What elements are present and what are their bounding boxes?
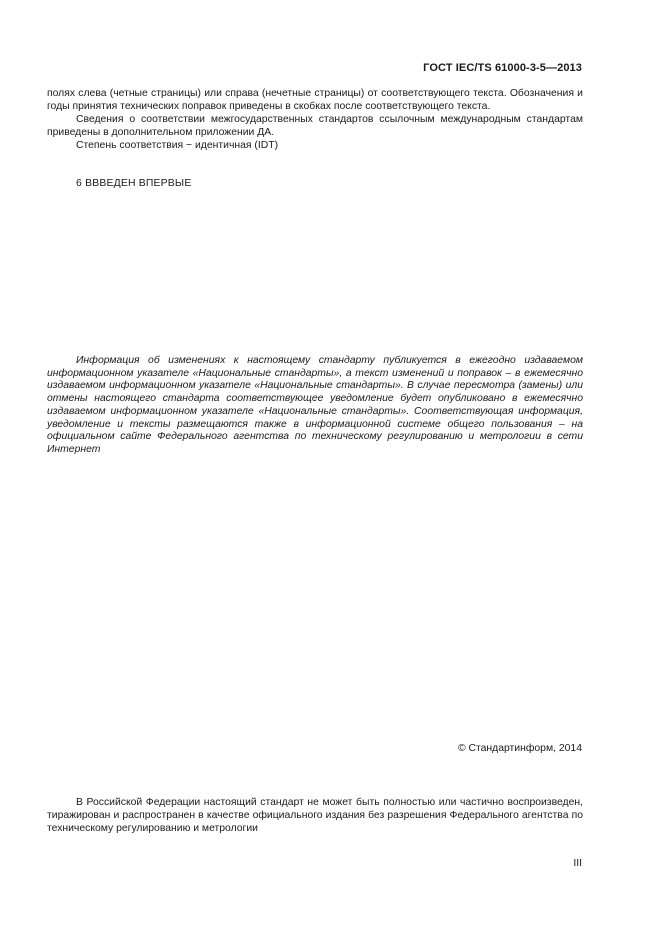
- changes-info-paragraph: Информация об изменениях к настоящему стандарту публикуется в ежегодно издаваемом информационном указателе «Национальные стандарты», а текст изменений и поправок – в ежемесячно издаваемом информационном указателе «Национальные стандарты». В случае пересмотра (замены) или отмены настоящего стандарта соответствующее уведомление будет опубликовано в ежемесячно издаваемом информационном указателе «Национальные стандарты». Соответствующая информация, уведомление и тексты размещаются также в информационной системе общего пользования – на официальном сайте Федерального агентства по техническому регулированию и метрологии в сети Интернет: [47, 355, 583, 455]
- preface-continuation-paragraph: полях слева (четные страницы) или справа (нечетные страницы) от соответствующего текста. Обозначения и годы принятия технических поправок приведены в скобках после соответствующего текста.: [47, 88, 583, 112]
- page-number: III: [573, 858, 582, 869]
- changes-info-notice: [47, 355, 583, 457]
- preface-text: [47, 88, 583, 153]
- preface-reference-paragraph: Сведения о соответствии межгосударственных стандартов ссылочным международным стандартам приведены в дополнительном приложении ДА.: [47, 113, 583, 138]
- section-6-heading: 6 ВВВЕДЕН ВПЕРВЫЕ: [76, 178, 192, 189]
- preface-degree-paragraph: Степень соответствия − идентичная (IDT): [76, 139, 279, 151]
- copyright-line: © Стандартинформ, 2014: [457, 743, 582, 754]
- rights-notice-paragraph: В Российской Федерации настоящий стандарт не может быть полностью или частично воспроизведен, тиражирован и распространен в качестве официального издания без разрешения Федерального агентства по техническому регулированию и метрологии: [47, 797, 583, 834]
- rights-notice: [47, 797, 583, 836]
- standard-designation: ГОСТ IEC/TS 61000-3-5—2013: [423, 62, 582, 74]
